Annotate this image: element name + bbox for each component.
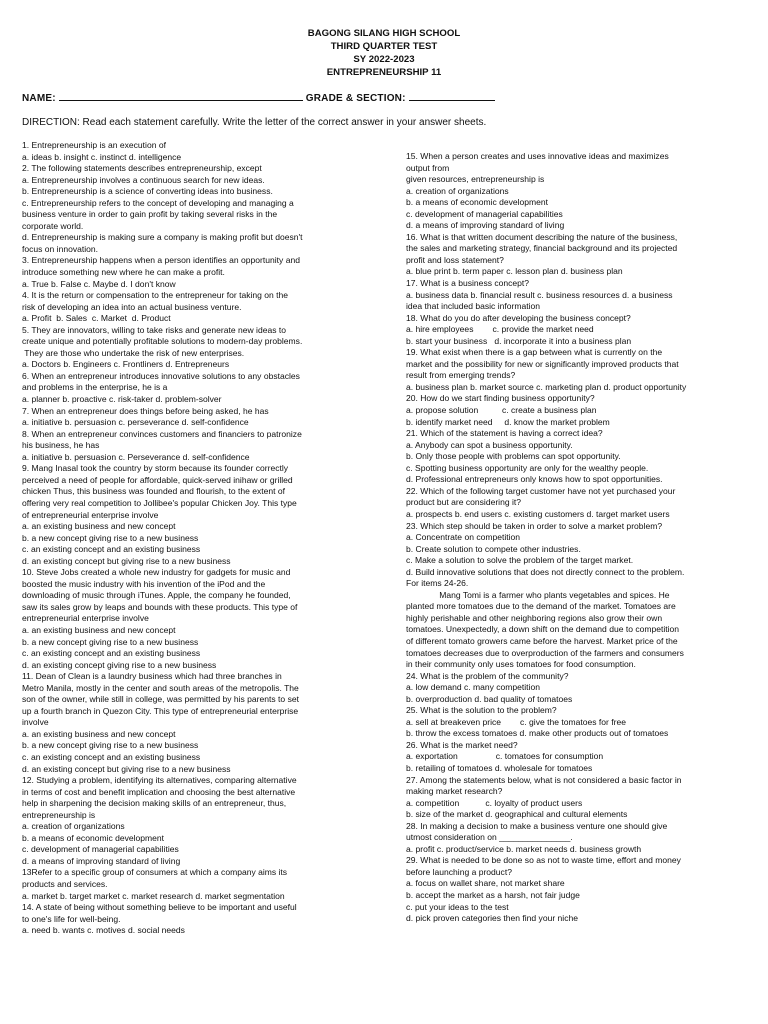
question-line: offering very real competition to Jollibee's popular Chicken Joy. This type — [22, 497, 297, 508]
question-line: b. accept the market as a harsh, not fair judge — [406, 890, 580, 900]
question-line: business venture in order to gain profit by taking several risks in the — [22, 209, 278, 220]
question-line: entrepreneurial enterprise involve — [22, 613, 149, 624]
question-line: d. Professional entrepreneurs only knows how to spot opportunities. — [406, 474, 663, 485]
question-line: 3. Entrepreneurship happens when a person identifies an opportunity and — [22, 255, 300, 266]
question-line: perceived a need of people for affordable, quick-served inihaw or grilled — [22, 474, 293, 485]
question-line: d. an existing concept but giving rise to a new business — [22, 555, 231, 566]
question-line: b. a new concept giving rise to a new business — [22, 636, 199, 647]
question-line: d. Build innovative solutions that does not directly connect to the problem. — [406, 566, 685, 577]
question-line: b. overproduction d. bad quality of tomatoes — [406, 693, 573, 704]
question-line: 6. When an entrepreneur introduces innovative solutions to any obstacles — [22, 370, 300, 381]
question-line: b. Only those people with problems can spot opportunity. — [406, 451, 621, 462]
question-line: downloading of music through iTunes. Apple, the company he founded, — [22, 590, 291, 601]
school-year: SY 2022-2023 — [353, 54, 415, 65]
question-line: 4. It is the return or compensation to the entrepreneur for taking on the — [22, 290, 289, 301]
question-line: profit and loss statement? — [406, 254, 504, 265]
question-line: b. Entrepreneurship is a science of converting ideas into business. — [22, 186, 273, 197]
question-line: a. blue print b. term paper c. lesson plan d. business plan — [406, 266, 623, 277]
question-line: saw its sales grow by leaps and bounds with these products. This type of — [22, 601, 298, 612]
question-line: a. initiative b. persuasion c. Perseverance d. self-confidence — [22, 451, 250, 462]
question-line: given resources, entrepreneurship is — [406, 174, 545, 185]
subject-title: ENTREPRENEURSHIP 11 — [326, 67, 442, 78]
question-line: c. an existing concept and an existing business — [22, 751, 201, 762]
question-line: products and services. — [22, 879, 108, 889]
question-line: a. creation of organizations — [22, 821, 125, 832]
question-line: 7. When an entrepreneur does things before being asked, he has — [22, 405, 269, 416]
question-line: 24. What is the problem of the community? — [406, 670, 569, 681]
question-line: and problems in the enterprise, he is a — [22, 382, 168, 393]
question-line: before launching a product? — [406, 866, 512, 877]
question-line: highly perishable and other neighboring regions also grow their own — [406, 612, 663, 623]
question-line: up a fourth branch in Quezon City. This type of entrepreneurial enterprise — [22, 705, 299, 716]
question-line: a. market b. target market c. market research d. market segmentation — [22, 890, 285, 901]
question-line: market and the possibility for new or significantly improved products that — [406, 358, 679, 369]
question-line: c. an existing concept and an existing business — [22, 544, 201, 555]
question-line: chicken Thus, this business was founded and flourish, to the extent of — [22, 486, 286, 497]
question-line: 19. What exist when there is a gap between what is currently on the — [406, 347, 663, 358]
question-line: result from emerging trends? — [406, 370, 516, 381]
question-line: 18. What do you do after developing the business concept? — [406, 312, 631, 323]
question-line: a. Concentrate on competition — [406, 532, 521, 543]
question-line: a. initiative b. persuasion c. perseverance d. self-confidence — [22, 417, 249, 428]
question-line: c. development of managerial capabilities — [22, 844, 179, 855]
question-line: 16. What is that written document describing the nature of the business, — [406, 231, 678, 242]
question-line: create unique and potentially profitable solutions to modern-day problems. — [22, 336, 303, 347]
question-line: 22. Which of the following target customer have not yet purchased your — [406, 485, 676, 496]
question-line: a. creation of organizations — [406, 185, 509, 196]
question-line: introduce something new where he can make a profit. — [22, 267, 225, 278]
question-line: 9. Mang Inasal took the country by storm because its founder correctly — [22, 463, 289, 474]
grade-section-label: GRADE & SECTION: — [305, 93, 406, 104]
question-line: b. a means of economic development — [22, 832, 165, 843]
question-line: d. an existing concept giving rise to a new business — [22, 659, 217, 670]
question-line: a. hire employees c. provide the market need — [406, 324, 594, 335]
question-line: corporate world. — [22, 220, 84, 231]
question-line: son of the owner, while still in college, was permitted by his parents to set — [22, 694, 299, 705]
grade-section-blank[interactable] — [409, 92, 495, 101]
question-line: 26. What is the market need? — [406, 739, 518, 750]
test-header — [0, 27, 768, 79]
question-line: a. ideas b. insight c. instinct d. intelligence — [22, 151, 182, 162]
question-line: 11. Dean of Clean is a laundry business which had three branches in — [22, 671, 282, 682]
question-line: of different tomato growers came before the harvest. Market price of the — [406, 635, 678, 646]
question-line: 14. A state of being without something believe to be important and useful — [22, 902, 297, 913]
question-line: a. business data b. financial result c. business resources d. a business — [406, 289, 673, 300]
question-line: of entrepreneurial enterprise involve — [22, 509, 159, 520]
question-line: idea that included basic information — [406, 301, 540, 312]
question-line: 2. The following statements describes entrepreneurship, except — [22, 163, 262, 174]
left-column — [22, 140, 378, 937]
question-line: a. focus on wallet share, not market share — [406, 878, 565, 889]
question-line: a. exportation c. tomatoes for consumption — [406, 751, 604, 762]
question-line: utmost consideration on _______________. — [406, 832, 573, 843]
question-line: b. throw the excess tomatoes d. make other products out of tomatoes — [406, 728, 669, 739]
question-line: 27. Among the statements below, what is not considered a basic factor in — [406, 774, 682, 785]
question-line: a. low demand c. many competition — [406, 682, 540, 693]
question-line: tomatoes decreases due to overproduction of the farmers and consumers — [406, 647, 684, 658]
question-line: a. competition c. loyalty of product users — [406, 797, 583, 808]
question-line: 20. How do we start finding business opportunity? — [406, 393, 595, 404]
question-line: d. pick proven categories then find your niche — [406, 913, 578, 924]
question-line: d. a means of improving standard of living — [406, 220, 565, 231]
question-line: 1. Entrepreneurship is an execution of — [22, 140, 166, 150]
question-line: tomatoes. Unexpectedly, a down shift on the demand due to competition — [406, 624, 680, 635]
name-label: NAME: — [22, 93, 56, 104]
question-line: d. an existing concept but giving rise to a new business — [22, 763, 231, 774]
question-line: 23. Which step should be taken in order to solve a market problem? — [406, 520, 663, 531]
question-line: a. propose solution c. create a business plan — [406, 405, 597, 416]
question-line: 8. When an entrepreneur convinces customers and financiers to patronize — [22, 428, 302, 439]
question-line: They are those who undertake the risk of new enterprises. — [22, 347, 245, 358]
question-line: a. Anybody can spot a business opportunity. — [406, 439, 573, 450]
question-line: a. business plan b. market source c. marketing plan d. product opportunity — [406, 381, 687, 392]
question-line: involve — [22, 717, 49, 728]
directions: DIRECTION: Read each statement carefully. Write the letter of the correct answer in your answer sheets. — [22, 117, 487, 128]
question-line: Metro Manila, mostly in the center and south areas of the metropolis. The — [22, 682, 299, 693]
question-line: b. retailing of tomatoes d. wholesale for tomatoes — [406, 762, 593, 773]
question-line: a. planner b. proactive c. risk-taker d. problem-solver — [22, 394, 222, 405]
name-blank[interactable] — [59, 92, 303, 101]
question-line: d. a means of improving standard of living — [22, 855, 181, 866]
question-line: planted more tomatoes due to the demand of the market. Tomatoes are — [406, 601, 676, 612]
question-line: c. Spotting business opportunity are only for the wealthy people. — [406, 462, 649, 473]
question-line: a. Entrepreneurship involves a continuous search for new ideas. — [22, 174, 265, 185]
question-line: For items 24-26. — [406, 578, 469, 589]
question-line: 5. They are innovators, willing to take risks and generate new ideas to — [22, 324, 286, 335]
question-line: the sales and marketing strategy, financial background and its projected — [406, 243, 678, 254]
question-line: boosted the music industry with his invention of the iPod and the — [22, 578, 266, 589]
question-line: risk of developing an idea into an actual business venture. — [22, 301, 242, 312]
question-line: 21. Which of the statement is having a correct idea? — [406, 428, 603, 439]
question-line: 13Refer to a specific group of consumers at which a company aims its — [22, 867, 288, 878]
question-line: b. Create solution to compete other industries. — [406, 543, 581, 554]
question-line: 29. What is needed to be done so as not to waste time, effort and money — [406, 855, 681, 866]
question-line: product but are considering it? — [406, 497, 521, 508]
question-line: entrepreneurship is — [22, 809, 96, 820]
question-line: focus on innovation. — [22, 243, 99, 254]
question-line: c. an existing concept and an existing business — [22, 648, 201, 659]
question-line: 17. What is a business concept? — [406, 278, 530, 289]
question-line: his business, he has — [22, 440, 100, 451]
question-line: Mang Tomi is a farmer who plants vegetables and spices. He — [406, 589, 670, 600]
question-line: a. True b. False c. Maybe d. I don't know — [22, 278, 176, 289]
question-line: help in sharpening the decision making skills of an entrepreneur, thus, — [22, 798, 287, 809]
question-line: a. sell at breakeven price c. give the tomatoes for free — [406, 716, 626, 727]
question-line: d. Entrepreneurship is making sure a company is making profit but doesn't — [22, 232, 303, 243]
question-line: 10. Steve Jobs created a whole new industry for gadgets for music and — [22, 567, 291, 578]
question-line: to one's life for well-being. — [22, 913, 121, 924]
question-line: a. prospects b. end users c. existing customers d. target market users — [406, 508, 670, 519]
question-line: 12. Studying a problem, identifying its alternatives, comparing alternative — [22, 775, 297, 786]
question-line: 25. What is the solution to the problem? — [406, 705, 557, 716]
question-line: c. Entrepreneurship refers to the concept of developing and managing a — [22, 197, 294, 208]
question-line: a. profit c. product/service b. market needs d. business growth — [406, 843, 642, 854]
question-line: c. put your ideas to the test — [406, 901, 509, 912]
question-line: a. Profit b. Sales c. Market d. Product — [22, 313, 171, 324]
question-line: 28. In making a decision to make a business venture one should give — [406, 820, 668, 831]
question-line: c. Make a solution to solve the problem of the target market. — [406, 555, 634, 566]
test-title: THIRD QUARTER TEST — [330, 41, 438, 52]
question-line: b. a means of economic development — [406, 197, 549, 208]
question-line: 15. When a person creates and uses innovative ideas and maximizes — [406, 151, 669, 161]
question-line: making market research? — [406, 786, 503, 797]
school-name: BAGONG SILANG HIGH SCHOOL — [307, 28, 461, 39]
right-column — [406, 151, 768, 925]
question-line: b. size of the market d. geographical and cultural elements — [406, 809, 628, 820]
question-line: b. a new concept giving rise to a new business — [22, 532, 199, 543]
question-line: a. an existing business and new concept — [22, 728, 176, 739]
question-line: a. need b. wants c. motives d. social needs — [22, 925, 185, 936]
name-grade-row — [22, 92, 495, 104]
question-line: b. identify market need d. know the market problem — [406, 416, 610, 427]
question-line: a. Doctors b. Engineers c. Frontliners d. Entrepreneurs — [22, 359, 230, 370]
question-line: output from — [406, 162, 450, 173]
question-line: a. an existing business and new concept — [22, 521, 176, 532]
question-line: in their community only uses tomatoes for food consumption. — [406, 659, 636, 670]
question-line: a. an existing business and new concept — [22, 624, 176, 635]
question-line: b. start your business d. incorporate it into a business plan — [406, 335, 632, 346]
question-line: in terms of cost and benefit implication and choosing the best alternative — [22, 786, 296, 797]
question-line: b. a new concept giving rise to a new business — [22, 740, 199, 751]
question-line: c. development of managerial capabilities — [406, 208, 563, 219]
